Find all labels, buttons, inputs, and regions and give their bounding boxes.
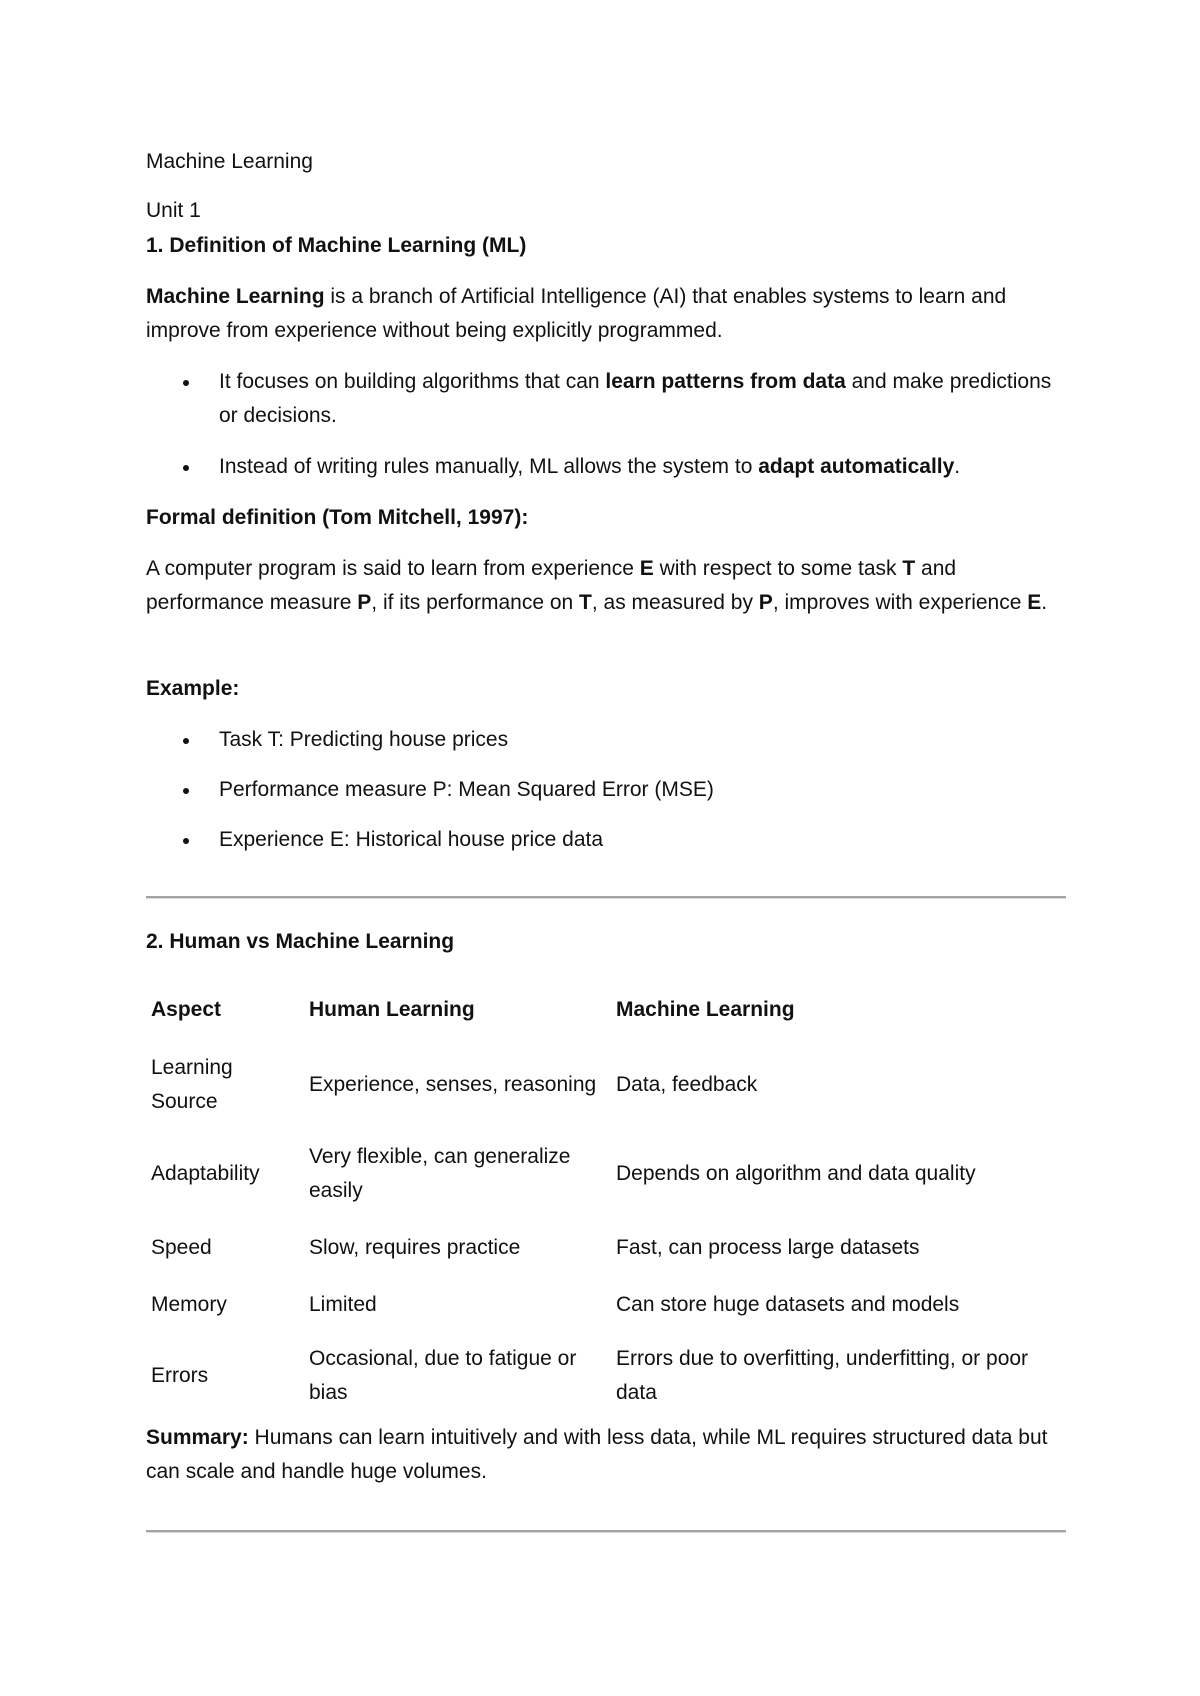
table-cell: Depends on algorithm and data quality (616, 1162, 976, 1185)
ml-bullet-list (146, 365, 1066, 501)
table-cell: Slow, requires practice (309, 1235, 521, 1259)
intro-bold-term: Machine Learning (146, 285, 325, 308)
summary-paragraph (146, 1421, 1066, 1489)
list-item: It focuses on building algorithms that can learn patterns from data and make predictions or decisions. (146, 365, 1066, 433)
comparison-table (146, 980, 1061, 1418)
formal-definition-text: A computer program is said to learn from experience E with respect to some task T and performance measure P, if its performance on T, as measured by P, improves with experience E. (146, 557, 1048, 614)
table-cell: Can store huge datasets and models (616, 1292, 960, 1316)
table-cell: Memory (151, 1292, 227, 1316)
table-cell: Very flexible, can generalize easily (309, 1145, 571, 1202)
table-row (146, 1276, 1061, 1333)
bullet-icon (183, 465, 189, 471)
table-cell: Data, feedback (616, 1072, 758, 1096)
section1-intro (146, 280, 1066, 348)
table-header-row (146, 980, 1061, 1040)
table-header-cell: Human Learning (309, 998, 475, 1021)
section1-heading: 1. Definition of Machine Learning (ML) (146, 234, 527, 257)
unit-label: Unit 1 (146, 199, 201, 222)
table-cell: Speed (151, 1235, 212, 1259)
example-bullet-list (146, 723, 1066, 873)
table-cell: Limited (309, 1292, 377, 1316)
table-cell: Learning Source (151, 1055, 233, 1113)
summary-label: Summary: (146, 1426, 249, 1449)
intro-text: is a branch of Artificial Intelligence (AI) that enables systems to learn and improve from experience without being explicitly programmed. (146, 285, 1007, 342)
bullet-icon (183, 380, 189, 386)
bullet-icon (183, 788, 189, 794)
list-item: Instead of writing rules manually, ML allows the system to adapt automatically. (146, 450, 1066, 484)
table-cell: Occasional, due to fatigue or bias (309, 1346, 577, 1404)
table-cell: Errors (151, 1363, 209, 1387)
table-row (146, 1219, 1061, 1276)
table-row (146, 1333, 1061, 1418)
list-item: Performance measure P: Mean Squared Error (MSE) (146, 773, 1066, 807)
table-row (146, 1129, 1061, 1219)
bullet-icon (183, 738, 189, 744)
table-cell: Fast, can process large datasets (616, 1235, 920, 1259)
table-cell: Errors due to overfitting, underfitting, or poor data (616, 1346, 1029, 1404)
section2-heading: 2. Human vs Machine Learning (146, 930, 455, 953)
formal-definition-heading: Formal definition (Tom Mitchell, 1997): (146, 506, 529, 529)
table-header-cell: Aspect (151, 998, 222, 1021)
document-title: Machine Learning (146, 150, 313, 173)
table-header-cell: Machine Learning (616, 998, 795, 1021)
section-divider (146, 1530, 1066, 1533)
bullet-icon (183, 838, 189, 844)
list-item: Experience E: Historical house price data (146, 823, 1066, 857)
list-item: Task T: Predicting house prices (146, 723, 1066, 757)
summary-text: Humans can learn intuitively and with less data, while ML requires structured data but can scale and handle huge volumes. (146, 1426, 1048, 1483)
table-row (146, 1040, 1061, 1129)
table-cell: Experience, senses, reasoning (309, 1072, 597, 1096)
table-cell: Adaptability (151, 1162, 260, 1185)
example-heading: Example: (146, 677, 240, 700)
section-divider (146, 896, 1066, 899)
